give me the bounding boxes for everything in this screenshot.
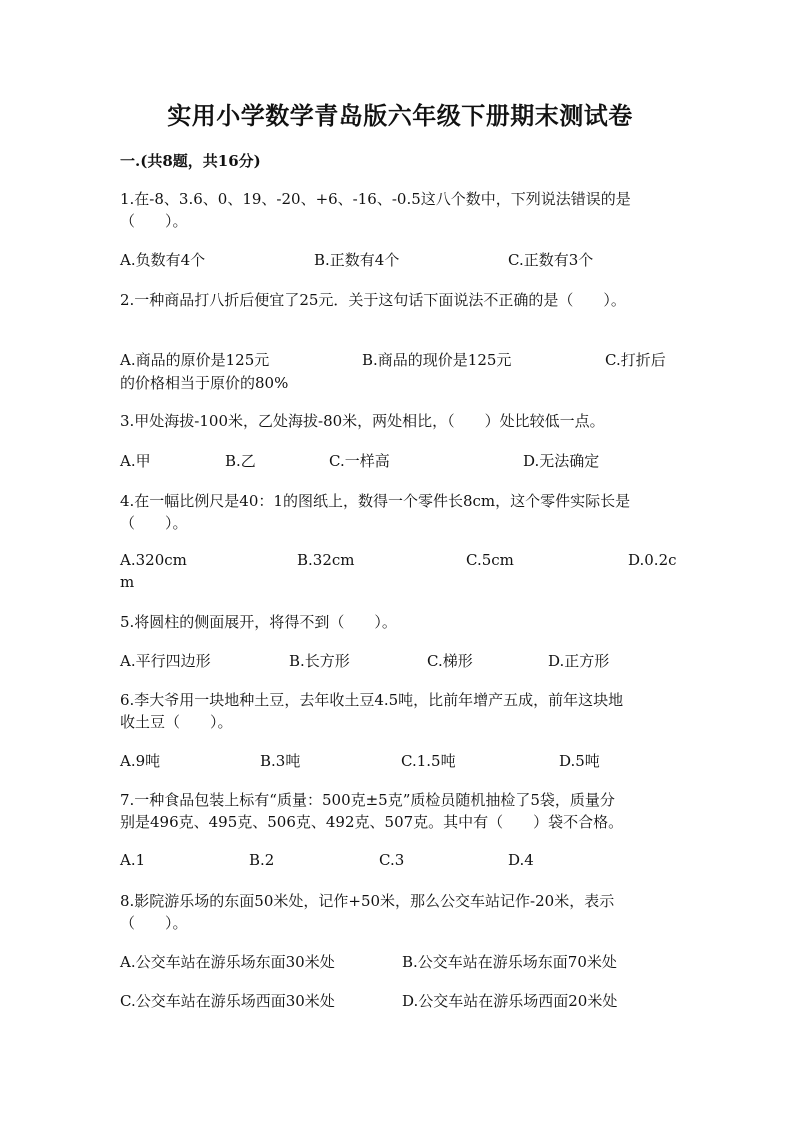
- question-3-line-1: 3.甲处海拔-100米，乙处海拔-80米，两处相比，（ ）处比较低一点。: [120, 412, 605, 430]
- question-2-option-b: B.商品的现价是125元: [362, 351, 512, 369]
- question-5-line-1: 5.将圆柱的侧面展开，将得不到（ ）。: [120, 613, 397, 631]
- question-2-option-c-continued: 的价格相当于原价的80%: [120, 374, 289, 392]
- question-8-option-d: D.公交车站在游乐场西面20米处: [402, 992, 618, 1010]
- question-4-option-d-continued: m: [120, 573, 135, 591]
- question-5-option-b: B.长方形: [289, 652, 350, 670]
- question-6-line-2: 收土豆（ ）。: [120, 713, 233, 731]
- question-7-line-1: 7.一种食品包装上标有“质量：500克±5克”质检员随机抽检了5袋，质量分: [120, 791, 615, 809]
- question-8-option-c: C.公交车站在游乐场西面30米处: [120, 992, 335, 1010]
- question-1-line-1: 1.在-8、3.6、0、19、-20、+6、-16、-0.5这八个数中，下列说法错误的是: [120, 190, 631, 208]
- question-5-option-c: C.梯形: [427, 652, 473, 670]
- question-7-option-d: D.4: [508, 851, 534, 869]
- question-7-option-a: A.1: [120, 851, 146, 869]
- question-8-option-b: B.公交车站在游乐场东面70米处: [402, 953, 617, 971]
- page-title: 实用小学数学青岛版六年级下册期末测试卷: [167, 101, 633, 130]
- question-2-option-c: C.打折后: [605, 351, 666, 369]
- question-2-option-a: A.商品的原价是125元: [120, 351, 270, 369]
- question-6-option-b: B.3吨: [260, 752, 301, 770]
- question-6-option-c: C.1.5吨: [401, 752, 456, 770]
- question-3-option-c: C.一样高: [329, 452, 390, 470]
- question-8-line-2: （ ）。: [120, 914, 188, 932]
- question-7-option-c: C.3: [379, 851, 405, 869]
- question-3-option-a: A.甲: [120, 452, 151, 470]
- question-4-option-d: D.0.2c: [628, 551, 677, 569]
- question-1-option-c: C.正数有3个: [508, 251, 594, 269]
- question-8-line-1: 8.影院游乐场的东面50米处，记作+50米，那么公交车站记作-20米，表示: [120, 892, 615, 910]
- question-6-line-1: 6.李大爷用一块地种土豆，去年收土豆4.5吨，比前年增产五成，前年这块地: [120, 691, 624, 709]
- question-3-option-d: D.无法确定: [523, 452, 600, 470]
- question-4-option-b: B.32cm: [297, 551, 355, 569]
- question-6-option-a: A.9吨: [120, 752, 161, 770]
- question-3-option-b: B.乙: [225, 452, 256, 470]
- section-title: 一.(共8题，共16分): [120, 152, 261, 170]
- question-8-option-a: A.公交车站在游乐场东面30米处: [120, 953, 335, 971]
- question-4-line-2: （ ）。: [120, 514, 188, 532]
- question-5-option-a: A.平行四边形: [120, 652, 211, 670]
- question-1-line-2: （ ）。: [120, 212, 188, 230]
- question-4-option-c: C.5cm: [466, 551, 514, 569]
- question-6-option-d: D.5吨: [559, 752, 600, 770]
- question-7-line-2: 别是496克、495克、506克、492克、507克。其中有（ ）袋不合格。: [120, 813, 624, 831]
- question-1-option-b: B.正数有4个: [314, 251, 400, 269]
- question-7-option-b: B.2: [249, 851, 275, 869]
- question-2-line-1: 2.一种商品打八折后便宜了25元．关于这句话下面说法不正确的是（ ）。: [120, 291, 626, 309]
- question-1-option-a: A.负数有4个: [120, 251, 206, 269]
- question-5-option-d: D.正方形: [548, 652, 610, 670]
- question-4-option-a: A.320cm: [120, 551, 187, 569]
- question-4-line-1: 4.在一幅比例尺是40：1的图纸上，数得一个零件长8cm，这个零件实际长是: [120, 492, 631, 510]
